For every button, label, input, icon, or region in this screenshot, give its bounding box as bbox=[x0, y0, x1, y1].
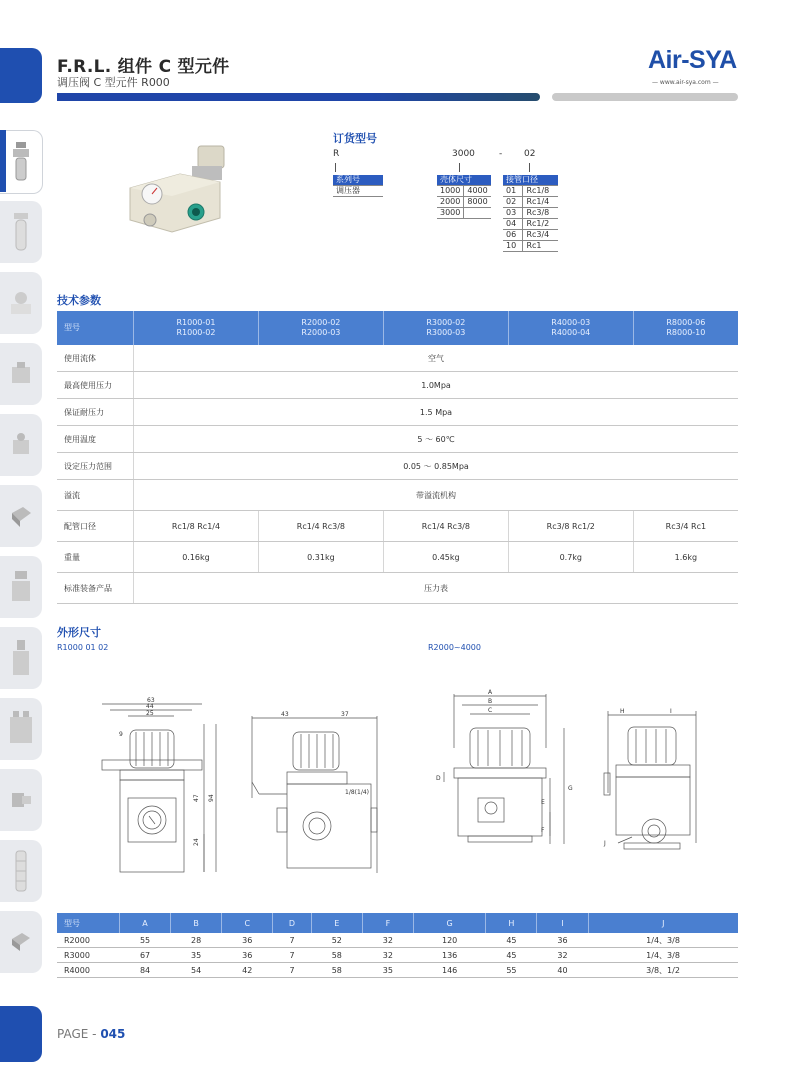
valve-icon bbox=[9, 430, 33, 460]
port-code: 04 bbox=[503, 219, 523, 230]
module-icon bbox=[9, 569, 33, 605]
table-cell: 7 bbox=[273, 948, 311, 963]
left-caption: R1000 01 02 bbox=[57, 643, 109, 652]
table-cell: 55 bbox=[120, 933, 171, 948]
size-value: 3000 bbox=[437, 208, 464, 219]
page-title: F.R.L. 组件 C 型元件 bbox=[57, 57, 230, 77]
dim-col-header: I bbox=[537, 913, 588, 933]
dimensions-title: 外形尺寸 bbox=[57, 626, 101, 639]
sidebar-tab-valve[interactable] bbox=[0, 414, 42, 476]
dim-label-j: J bbox=[604, 840, 606, 847]
table-cell: 40 bbox=[537, 963, 588, 978]
spec-value: 0.05 ～ 0.85Mpa bbox=[134, 453, 739, 480]
sidebar-tab-block[interactable] bbox=[0, 485, 42, 547]
table-cell: 84 bbox=[120, 963, 171, 978]
model-label: 型号 bbox=[57, 311, 134, 345]
body-size-header: 壳体尺寸 bbox=[437, 175, 491, 186]
dim-label-b: B bbox=[488, 698, 493, 705]
dim-col-header: G bbox=[413, 913, 485, 933]
sidebar-tab-regulator[interactable] bbox=[0, 272, 42, 334]
size-value: 1000 bbox=[437, 186, 464, 197]
spec-value: 0.16kg bbox=[134, 542, 259, 573]
model-header: R2000-02 R2000-03 bbox=[258, 311, 383, 345]
header-tab bbox=[0, 48, 42, 103]
table-cell: 52 bbox=[311, 933, 362, 948]
spec-label: 标准装备产品 bbox=[57, 573, 134, 604]
size-value: 4000 bbox=[464, 186, 491, 197]
table-cell: 58 bbox=[311, 948, 362, 963]
table-cell: 120 bbox=[413, 933, 485, 948]
spec-value: Rc3/8 Rc1/2 bbox=[508, 511, 633, 542]
dim-label-f: F bbox=[541, 827, 545, 834]
spec-label: 最高使用压力 bbox=[57, 372, 134, 399]
model-header: R8000-06 R8000-10 bbox=[633, 311, 738, 345]
table-row bbox=[57, 948, 738, 963]
spec-value: 0.7kg bbox=[508, 542, 633, 573]
dim-col-header: J bbox=[588, 913, 738, 933]
spec-label: 设定压力范围 bbox=[57, 453, 134, 480]
code-part-port: 02 bbox=[524, 149, 536, 159]
right-caption: R2000~4000 bbox=[428, 643, 481, 652]
table-cell: 36 bbox=[222, 948, 273, 963]
specs-title: 技术参数 bbox=[57, 294, 101, 307]
dim-label-a: A bbox=[488, 689, 493, 696]
sidebar-tab-unit[interactable] bbox=[0, 627, 42, 689]
unit-icon bbox=[9, 638, 33, 678]
spec-label: 配管口径 bbox=[57, 511, 134, 542]
sidebar-tab-module[interactable] bbox=[0, 556, 42, 618]
combo-unit-icon bbox=[8, 709, 34, 749]
product-image bbox=[120, 138, 230, 234]
spec-label: 重量 bbox=[57, 542, 134, 573]
spec-value: 空气 bbox=[134, 345, 739, 372]
dim-label-h: H bbox=[620, 708, 625, 715]
dimensions-table bbox=[57, 913, 738, 978]
dim-label-i: I bbox=[670, 708, 672, 715]
dim-col-header: E bbox=[311, 913, 362, 933]
table-cell: 32 bbox=[362, 948, 413, 963]
table-cell: 58 bbox=[311, 963, 362, 978]
table-cell: 55 bbox=[486, 963, 537, 978]
dim-94: 94 bbox=[208, 794, 215, 802]
code-tick bbox=[459, 163, 460, 172]
sidebar-tab-accessory[interactable] bbox=[0, 911, 42, 973]
sidebar-tab-combo[interactable] bbox=[0, 698, 42, 760]
port-size: Rc1/4 bbox=[523, 197, 558, 208]
table-cell: 136 bbox=[413, 948, 485, 963]
spec-value: 带溢流机构 bbox=[134, 480, 739, 511]
lubricator-icon bbox=[9, 359, 33, 389]
dim-label-e: E bbox=[541, 799, 545, 806]
port-code: 02 bbox=[503, 197, 523, 208]
sidebar-tab-filter-regulator[interactable] bbox=[0, 130, 43, 194]
table-cell: 32 bbox=[362, 933, 413, 948]
code-part-series: R bbox=[333, 149, 340, 159]
footer-tab bbox=[0, 1006, 42, 1062]
drawing-r2000-side bbox=[598, 703, 708, 853]
port-size: Rc1/8 bbox=[523, 186, 558, 197]
table-cell: 32 bbox=[537, 948, 588, 963]
table-cell: 36 bbox=[537, 933, 588, 948]
spec-value: Rc1/8 Rc1/4 bbox=[134, 511, 259, 542]
dim-col-header: C bbox=[222, 913, 273, 933]
port-label: 1/8(1/4) bbox=[345, 789, 369, 796]
table-cell: 45 bbox=[486, 948, 537, 963]
port-size: Rc3/8 bbox=[523, 208, 558, 219]
spec-label: 使用温度 bbox=[57, 426, 134, 453]
filter-regulator-icon bbox=[10, 140, 32, 184]
size-value: 2000 bbox=[437, 197, 464, 208]
sidebar-tab-silencer[interactable] bbox=[0, 840, 42, 902]
port-size: Rc1 bbox=[523, 241, 558, 252]
port-size: Rc3/4 bbox=[523, 230, 558, 241]
spec-value: 5 ～ 60℃ bbox=[134, 426, 739, 453]
spec-value: 0.45kg bbox=[383, 542, 508, 573]
dim-37: 37 bbox=[341, 711, 349, 718]
port-code: 10 bbox=[503, 241, 523, 252]
table-cell: 1/4、3/8 bbox=[588, 948, 738, 963]
drawing-r1000-side bbox=[247, 708, 387, 878]
dim-col-header: A bbox=[120, 913, 171, 933]
port-code: 03 bbox=[503, 208, 523, 219]
table-cell: 42 bbox=[222, 963, 273, 978]
specs-table bbox=[57, 311, 738, 604]
silencer-icon bbox=[10, 849, 32, 893]
table-cell: 36 bbox=[222, 933, 273, 948]
series-header: 系列号 bbox=[333, 175, 383, 186]
dim-col-header: B bbox=[171, 913, 222, 933]
dim-label-c: C bbox=[488, 707, 493, 714]
spec-label: 使用流体 bbox=[57, 345, 134, 372]
sidebar-tab-filter[interactable] bbox=[0, 201, 42, 263]
model-header: R4000-03 R4000-04 bbox=[508, 311, 633, 345]
header-bar-gray bbox=[552, 93, 738, 101]
dim-24: 24 bbox=[193, 838, 200, 846]
dim-47: 47 bbox=[193, 794, 200, 802]
dim-63: 63 bbox=[147, 697, 155, 704]
series-value: 调压器 bbox=[333, 186, 383, 197]
size-value bbox=[464, 208, 491, 219]
code-tick bbox=[529, 163, 530, 172]
dim-44: 44 bbox=[146, 703, 154, 710]
page-subtitle: 调压阀 C 型元件 R000 bbox=[57, 76, 170, 89]
dim-43: 43 bbox=[281, 711, 289, 718]
code-part-dash: - bbox=[499, 149, 503, 159]
spec-value: 压力表 bbox=[134, 573, 739, 604]
table-cell: 67 bbox=[120, 948, 171, 963]
sidebar-tab-fitting[interactable] bbox=[0, 769, 42, 831]
table-row bbox=[57, 933, 738, 948]
dim-label-d: D bbox=[436, 775, 441, 782]
port-size: Rc1/2 bbox=[523, 219, 558, 230]
page-number: PAGE - 045 bbox=[57, 1027, 126, 1041]
port-code: 06 bbox=[503, 230, 523, 241]
spec-value: 0.31kg bbox=[258, 542, 383, 573]
spec-label: 保证耐压力 bbox=[57, 399, 134, 426]
dim-label-g: G bbox=[568, 785, 573, 792]
dim-col-header: H bbox=[486, 913, 537, 933]
brand-logo: Air-SYA bbox=[648, 46, 737, 74]
table-row bbox=[57, 963, 738, 978]
body-size-table bbox=[437, 175, 491, 219]
code-part-size: 3000 bbox=[452, 149, 475, 159]
table-cell: 7 bbox=[273, 933, 311, 948]
table-cell: 45 bbox=[486, 933, 537, 948]
table-cell: 3/8、1/2 bbox=[588, 963, 738, 978]
table-cell: 54 bbox=[171, 963, 222, 978]
dim-col-header: 型号 bbox=[57, 913, 120, 933]
regulator-icon bbox=[9, 288, 33, 318]
fitting-icon bbox=[9, 785, 33, 815]
port-header: 接管口径 bbox=[503, 175, 558, 186]
dim-25: 25 bbox=[146, 710, 154, 717]
spec-value: 1.0Mpa bbox=[134, 372, 739, 399]
spec-value: Rc1/4 Rc3/8 bbox=[383, 511, 508, 542]
dim-9: 9 bbox=[119, 731, 123, 738]
size-value: 8000 bbox=[464, 197, 491, 208]
dim-col-header: D bbox=[273, 913, 311, 933]
header-bar-blue bbox=[57, 93, 540, 101]
spec-value: 1.5 Mpa bbox=[134, 399, 739, 426]
table-cell: R3000 bbox=[57, 948, 120, 963]
brand-url: — www.air-sya.com — bbox=[652, 79, 719, 86]
drawing-r2000-front bbox=[428, 688, 578, 858]
spec-value: 1.6kg bbox=[633, 542, 738, 573]
code-tick bbox=[335, 163, 336, 172]
table-cell: 35 bbox=[362, 963, 413, 978]
drawing-r1000-front bbox=[92, 694, 222, 884]
table-cell: 1/4、3/8 bbox=[588, 933, 738, 948]
port-code: 01 bbox=[503, 186, 523, 197]
table-cell: R2000 bbox=[57, 933, 120, 948]
accessory-icon bbox=[9, 927, 33, 957]
sidebar-active-indicator bbox=[0, 130, 6, 192]
model-header: R3000-02 R3000-03 bbox=[383, 311, 508, 345]
table-cell: 146 bbox=[413, 963, 485, 978]
series-table bbox=[333, 175, 383, 197]
port-table bbox=[503, 175, 558, 252]
order-code-title: 订货型号 bbox=[333, 132, 377, 145]
spec-label: 溢流 bbox=[57, 480, 134, 511]
spec-value: Rc3/4 Rc1 bbox=[633, 511, 738, 542]
model-header: R1000-01 R1000-02 bbox=[134, 311, 259, 345]
table-cell: 35 bbox=[171, 948, 222, 963]
table-cell: 7 bbox=[273, 963, 311, 978]
sidebar-tab-lubricator[interactable] bbox=[0, 343, 42, 405]
table-cell: R4000 bbox=[57, 963, 120, 978]
table-cell: 28 bbox=[171, 933, 222, 948]
spec-value: Rc1/4 Rc3/8 bbox=[258, 511, 383, 542]
block-icon bbox=[9, 501, 33, 531]
filter-icon bbox=[10, 210, 32, 254]
dim-col-header: F bbox=[362, 913, 413, 933]
